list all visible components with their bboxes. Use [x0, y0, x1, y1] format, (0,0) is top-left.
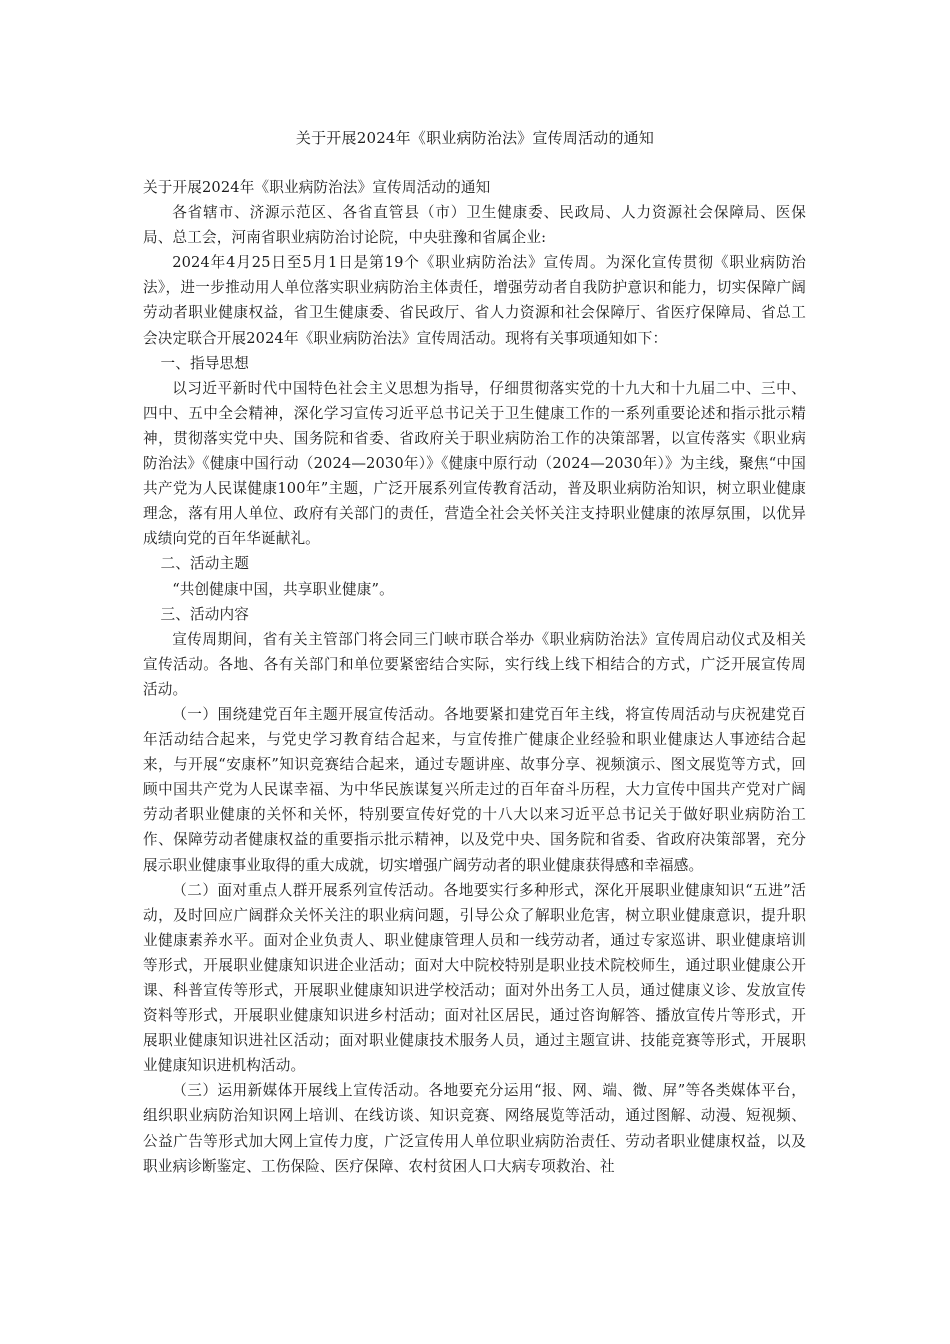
document-title: 关于开展2024年《职业病防治法》宣传周活动的通知: [295, 129, 655, 147]
content-item-3: （三）运用新媒体开展线上宣传活动。各地要充分运用“报、网、端、微、屏”等各类媒体平台，组织职业病防治知识网上培训、在线访谈、知识竞赛、网络展览等活动，通过图解、动漫、短视频、公益广告等形式加大网上宣传力度，广泛宣传用人单位职业病防治责任、劳动者职业健康权益，以及职业病诊断鉴定、工伤保险、医疗保障、农村贫困人口大病专项救治、社: [143, 1082, 806, 1175]
section-heading-theme: 二、活动主题: [160, 555, 249, 573]
content-item-2: （二）面对重点人群开展系列宣传活动。各地要实行多种形式，深化开展职业健康知识“五进”活动，及时回应广阔群众关怀关注的职业病问题，引导公众了解职业危害，树立职业健康意识，提升职业健康素养水平。面对企业负责人、职业健康管理人员和一线劳动者，通过专家巡讲、职业健康培训等形式，开展职业健康知识进企业活动；面对大中院校特别是职业技术院校师生，通过职业健康公开课、科普宣传等形式，开展职业健康知识进学校活动；面对外出务工人员，通过健康义诊、发放宣传资料等形式，开展职业健康知识进乡村活动；面对社区居民，通过咨询解答、播放宣传片等形式，开展职业健康知识进社区活动；面对职业健康技术服务人员，通过主题宣讲、技能竞赛等形式，开展职业健康知识进机构活动。: [143, 881, 806, 1075]
section-heading-guiding-thought: 一、指导思想: [160, 354, 249, 372]
document-subtitle: 关于开展2024年《职业病防治法》宣传周活动的通知: [143, 179, 491, 196]
section-body-content: 宣传周期间，省有关主管部门将会同三门峡市联合举办《职业病防治法》宣传周启动仪式及相关宣传活动。各地、各有关部门和单位要紧密结合实际，实行线上线下相结合的方式，广泛开展宣传周活动。: [143, 630, 806, 698]
addressee-paragraph: 各省辖市、济源示范区、各省直管县（市）卫生健康委、民政局、人力资源社会保障局、医保局、总工会，河南省职业病防治讨论院，中央驻豫和省属企业:: [143, 204, 806, 247]
document-body: [143, 175, 806, 1179]
intro-paragraph: 2024年4月25日至5月1日是第19个《职业病防治法》宣传周。为深化宣传贯彻《职业病防治法》，进一步推动用人单位落实职业病防治主体责任，增强劳动者自我防护意识和能力，切实保障广阔劳动者职业健康权益，省卫生健康委、省民政厅、省人力资源和社会保障厅、省医疗保障局、省总工会决定联合开展2024年《职业病防治法》宣传周活动。现将有关事项通知如下：: [143, 254, 806, 347]
section-body-theme: “共创健康中国，共享职业健康”。: [172, 580, 394, 598]
section-body-guiding-thought: 以习近平新时代中国特色社会主义思想为指导，仔细贯彻落实党的十九大和十九届二中、三中、四中、五中全会精神，深化学习宣传习近平总书记关于卫生健康工作的一系列重要论述和指示批示精神，贯彻落实党中央、国务院和省委、省政府关于职业病防治工作的决策部署，以宣传落实《职业病防治法》《健康中国行动（2024—2030年）》《健康中原行动（2024—2030年）》为主线，聚焦“中国共产党为人民谋健康100年”主题，广泛开展系列宣传教育活动，普及职业病防治知识，树立职业健康理念，落有用人单位、政府有关部门的责任，营造全社会关怀关注支持职业健康的浓厚氛围，以优异成绩向党的百年华诞献礼。: [143, 379, 806, 548]
content-item-1: （一）围绕建党百年主题开展宣传活动。各地要紧扣建党百年主线，将宣传周活动与庆祝建党百年活动结合起来，与党史学习教育结合起来，与宣传推广健康企业经验和职业健康达人事迹结合起来，与开展“安康杯”知识竞赛结合起来，通过专题讲座、故事分享、视频演示、图文展览等方式，回顾中国共产党为人民谋幸福、为中华民族谋复兴所走过的百年奋斗历程，大力宣传中国共产党对广阔劳动者职业健康的关怀和关怀，特别要宣传好党的十八大以来习近平总书记关于做好职业病防治工作、保障劳动者健康权益的重要指示批示精神，以及党中央、国务院和省委、省政府决策部署，充分展示职业健康事业取得的重大成就，切实增强广阔劳动者的职业健康获得感和幸福感。: [143, 705, 806, 874]
section-heading-content: 三、活动内容: [160, 605, 249, 623]
